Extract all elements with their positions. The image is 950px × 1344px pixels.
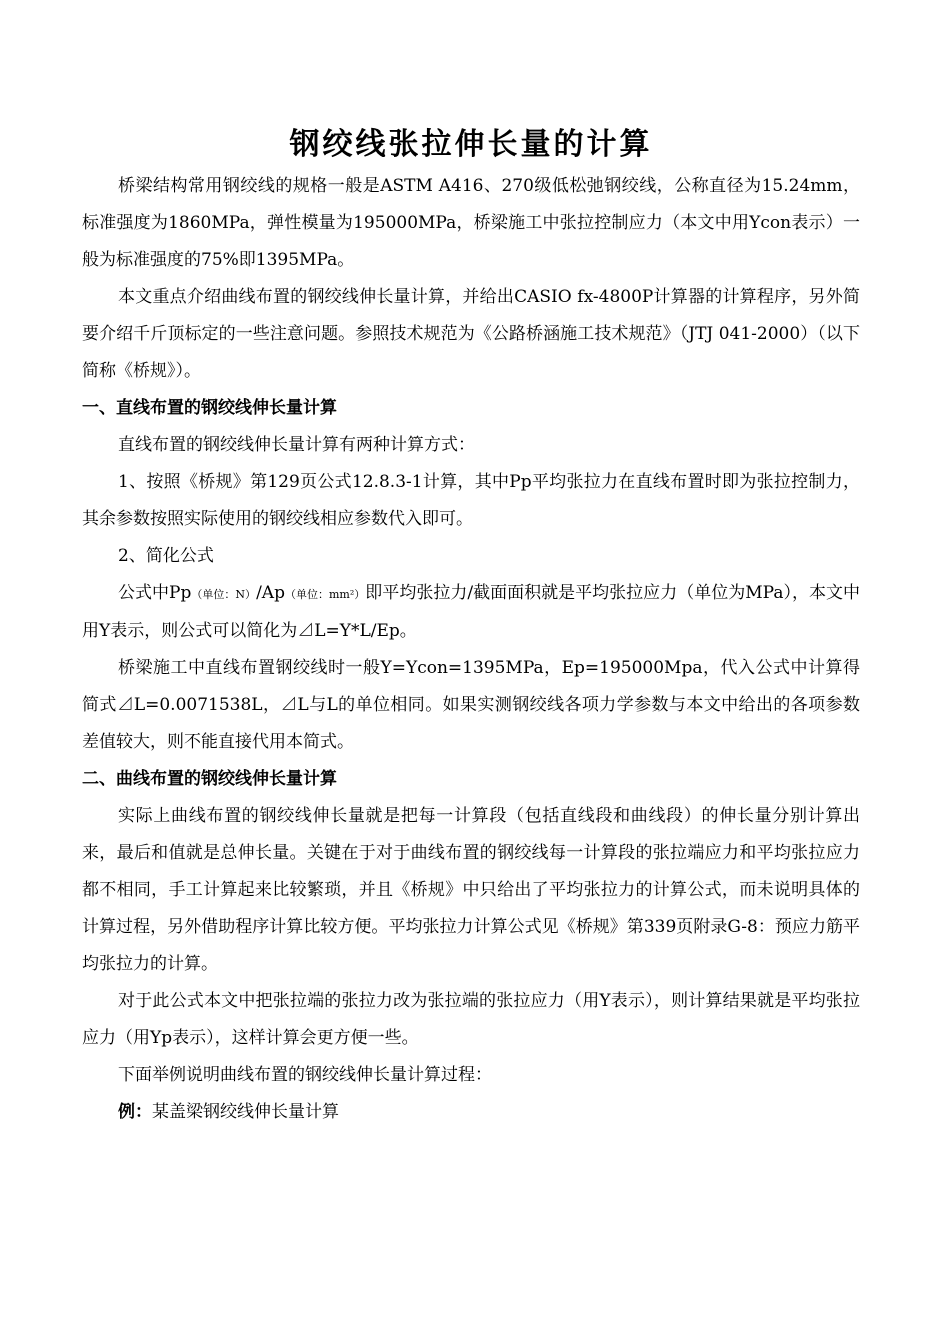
- unit-note-n: （单位：N）: [191, 588, 257, 601]
- example-label: 例：: [118, 1102, 152, 1122]
- formula-text-a: 公式中Pp: [118, 583, 192, 603]
- section-1-heading: 一、直线布置的钢绞线伸长量计算: [82, 398, 337, 418]
- document-title: 钢绞线张拉伸长量的计算: [289, 127, 653, 162]
- section-2-paragraph-3: 下面举例说明曲线布置的钢绞线伸长量计算过程：: [118, 1065, 492, 1085]
- intro-paragraph-2: 本文重点介绍曲线布置的钢绞线伸长量计算，并给出CASIO fx-4800P计算器的计算程序，另外简要介绍千斤顶标定的一些注意问题。参照技术规范为《公路桥涵施工技术规范》（JTJ 041-2000）（以下简称《桥规》）。: [82, 287, 860, 381]
- example-text: 某盖梁钢绞线伸长量计算: [152, 1102, 339, 1122]
- section-2-paragraph-2: 对于此公式本文中把张拉端的张拉力改为张拉端的张拉应力（用Y表示），则计算结果就是平均张拉应力（用Yp表示），这样计算会更方便一些。: [82, 991, 860, 1048]
- document-page: [82, 122, 860, 1131]
- formula-text-b: /Ap: [256, 583, 285, 603]
- example-line: [82, 1094, 860, 1131]
- intro-paragraph-1: 桥梁结构常用钢绞线的规格一般是ASTM A416、270级低松弛钢绞线，公称直径为15.24mm，标准强度为1860MPa，弹性模量为195000MPa，桥梁施工中张拉控制应力（本文中用Ycon表示）一般为标准强度的75%即1395MPa。: [82, 176, 860, 270]
- formula-text-c: 即平均张拉力/截面面积就是平均张拉应力（单位为MPa），本文中用Y表示，则公式可以简化为⊿L=Y*L/Ep。: [82, 583, 861, 641]
- section-1-paragraph-1: 直线布置的钢绞线伸长量计算有两种计算方式：: [118, 435, 475, 455]
- section-1-paragraph-2: 1、按照《桥规》第129页公式12.8.3-1计算，其中Pp平均张拉力在直线布置时即为张拉控制力，其余参数按照实际使用的钢绞线相应参数代入即可。: [82, 472, 860, 529]
- section-2-heading: 二、曲线布置的钢绞线伸长量计算: [82, 769, 337, 789]
- section-1-paragraph-5: 桥梁施工中直线布置钢绞线时一般Y=Ycon=1395MPa，Ep=195000Mpa，代入公式中计算得简式⊿L=0.0071538L，⊿L与L的单位相同。如果实测钢绞线各项力学参数与本文中给出的各项参数差值较大，则不能直接代用本简式。: [82, 658, 860, 752]
- section-2-paragraph-1: 实际上曲线布置的钢绞线伸长量就是把每一计算段（包括直线段和曲线段）的伸长量分别计算出来，最后和值就是总伸长量。关键在于对于曲线布置的钢绞线每一计算段的张拉端应力和平均张拉应力都不相同，手工计算起来比较繁琐，并且《桥规》中只给出了平均张拉力的计算公式，而未说明具体的计算过程，另外借助程序计算比较方便。平均张拉力计算公式见《桥规》第339页附录G-8：预应力筋平均张拉力的计算。: [82, 806, 860, 974]
- section-1-paragraph-3: 2、简化公式: [118, 546, 214, 566]
- unit-note-mm2: （单位：mm²）: [284, 588, 366, 601]
- section-1-paragraph-4: [82, 575, 860, 650]
